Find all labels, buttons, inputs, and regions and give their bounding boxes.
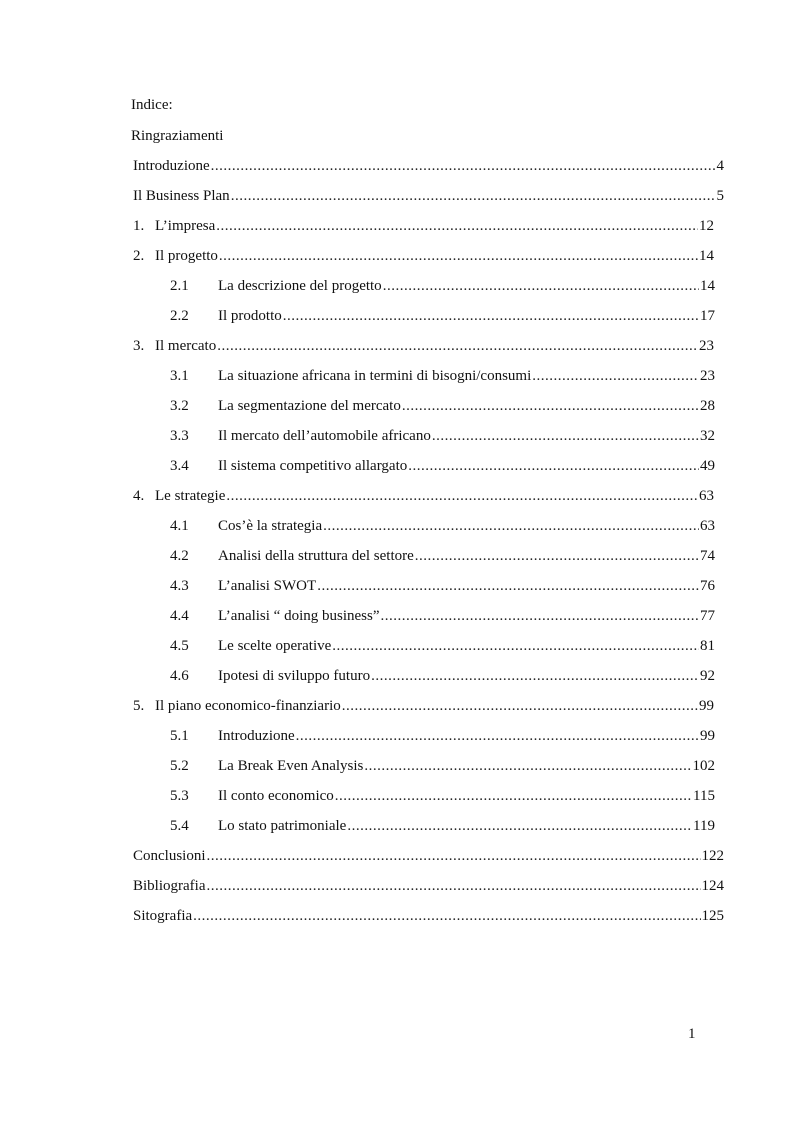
dot-leader: [193, 906, 700, 926]
toc-entry: [170, 516, 715, 536]
toc-entry-number: 4.3: [170, 578, 189, 594]
toc-entry-title: L’analisi SWOT: [218, 578, 317, 594]
dot-leader: [432, 426, 699, 446]
dot-leader: [408, 456, 699, 476]
toc-entry-page: 102: [692, 758, 715, 774]
toc-entry-number: 4.2: [170, 548, 189, 564]
toc-entry-number: 3.1: [170, 368, 189, 384]
toc-entry-title: Il piano economico-finanziario: [155, 698, 341, 714]
toc-entry-title: Il sistema competitivo allargato: [218, 458, 408, 474]
toc-entry-page: 12: [699, 218, 714, 234]
toc-entry-number: 2.2: [170, 308, 189, 324]
dot-leader: [317, 576, 699, 596]
toc-entry-page: 4: [716, 158, 724, 174]
dot-leader: [296, 726, 699, 746]
toc-entry-page: 92: [700, 668, 715, 684]
toc-entry: [133, 336, 714, 356]
toc-entry-page: 119: [693, 818, 715, 834]
dot-leader: [342, 696, 698, 716]
dot-leader: [323, 516, 699, 536]
toc-entry: [170, 726, 715, 746]
toc-entry-title: Le strategie: [155, 488, 226, 504]
toc-entry-title: La situazione africana in termini di bisogni/consumi: [218, 368, 532, 384]
index-heading: Indice:: [131, 97, 173, 113]
toc-entry-number: 2.: [133, 248, 145, 264]
toc-entry-number: 5.: [133, 698, 145, 714]
dot-leader: [226, 486, 698, 506]
toc-entry-number: 5.2: [170, 758, 189, 774]
toc-entry-title: Il mercato dell’automobile africano: [218, 428, 431, 444]
acknowledgements-heading: Ringraziamenti: [131, 128, 224, 144]
toc-entry-page: 49: [700, 458, 715, 474]
toc-entry-page: 122: [701, 848, 724, 864]
toc-entry-title: L’impresa: [155, 218, 216, 234]
dot-leader: [216, 216, 698, 236]
toc-entry: [170, 576, 715, 596]
toc-entry: [133, 216, 714, 236]
dot-leader: [283, 306, 699, 326]
dot-leader: [402, 396, 699, 416]
toc-entry-title: Introduzione: [218, 728, 295, 744]
toc-entry: [170, 816, 715, 836]
toc-entry: [133, 156, 724, 176]
toc-entry-page: 63: [699, 488, 714, 504]
toc-entry: [170, 786, 715, 806]
toc-entry-page: 23: [699, 338, 714, 354]
toc-entry-title: Analisi della struttura del settore: [218, 548, 414, 564]
toc-entry: [133, 246, 714, 266]
toc-entry: [170, 306, 715, 326]
toc-entry-title: La segmentazione del mercato: [218, 398, 401, 414]
toc-entry-title: Il progetto: [155, 248, 218, 264]
toc-entry-page: 74: [700, 548, 715, 564]
toc-entry-page: 99: [700, 728, 715, 744]
dot-leader: [231, 186, 716, 206]
dot-leader: [207, 846, 701, 866]
toc-entry-number: 4.: [133, 488, 145, 504]
toc-entry-number: 4.1: [170, 518, 189, 534]
toc-entry-number: 5.3: [170, 788, 189, 804]
toc-entry-page: 63: [700, 518, 715, 534]
toc-entry-page: 115: [693, 788, 715, 804]
toc-entry-number: 2.1: [170, 278, 189, 294]
toc-entry-title: La Break Even Analysis: [218, 758, 364, 774]
dot-leader: [217, 336, 698, 356]
toc-entry: [133, 846, 724, 866]
toc-entry-page: 77: [700, 608, 715, 624]
dot-leader: [415, 546, 699, 566]
dot-leader: [383, 276, 699, 296]
toc-entry-page: 28: [700, 398, 715, 414]
toc-entry: [170, 636, 715, 656]
toc-entry-title: Introduzione: [133, 158, 210, 174]
toc-entry: [170, 666, 715, 686]
dot-leader: [347, 816, 692, 836]
toc-entry-title: Il mercato: [155, 338, 217, 354]
page-number: 1: [688, 1026, 696, 1042]
toc-entry-number: 5.1: [170, 728, 189, 744]
toc-entry-page: 23: [700, 368, 715, 384]
toc-entry-title: Lo stato patrimoniale: [218, 818, 347, 834]
toc-entry-number: 5.4: [170, 818, 189, 834]
toc-entry-title: Sitografia: [133, 908, 193, 924]
toc-entry: [133, 696, 714, 716]
dot-leader: [211, 156, 716, 176]
toc-entry-title: La descrizione del progetto: [218, 278, 382, 294]
toc-entry-number: 4.4: [170, 608, 189, 624]
toc-entry-title: L’analisi “ doing business”: [218, 608, 380, 624]
toc-entry-page: 125: [701, 908, 724, 924]
toc-entry-number: 3.2: [170, 398, 189, 414]
dot-leader: [364, 756, 691, 776]
toc-entry: [170, 426, 715, 446]
toc-entry: [170, 276, 715, 296]
dot-leader: [532, 366, 699, 386]
toc-entry-number: 4.5: [170, 638, 189, 654]
toc-entry: [170, 606, 715, 626]
toc-entry: [133, 186, 724, 206]
toc-entry-number: 3.: [133, 338, 145, 354]
toc-entry-number: 1.: [133, 218, 145, 234]
toc-entry-page: 81: [700, 638, 715, 654]
toc-entry-page: 76: [700, 578, 715, 594]
toc-entry-page: 14: [699, 248, 714, 264]
toc-entry: [170, 366, 715, 386]
toc-entry: [170, 756, 715, 776]
dot-leader: [335, 786, 692, 806]
toc-entry-title: Conclusioni: [133, 848, 206, 864]
toc-entry-number: 3.4: [170, 458, 189, 474]
toc-entry: [170, 396, 715, 416]
toc-entry-page: 5: [716, 188, 724, 204]
toc-entry: [133, 486, 714, 506]
toc-entry-title: Bibliografia: [133, 878, 206, 894]
toc-entry-page: 124: [701, 878, 724, 894]
toc-entry-number: 3.3: [170, 428, 189, 444]
toc-entry: [133, 876, 724, 896]
toc-entry-number: 4.6: [170, 668, 189, 684]
toc-entry-page: 14: [700, 278, 715, 294]
toc-entry: [133, 906, 724, 926]
toc-entry-title: Il Business Plan: [133, 188, 230, 204]
dot-leader: [219, 246, 698, 266]
toc-entry-title: Le scelte operative: [218, 638, 332, 654]
dot-leader: [332, 636, 699, 656]
toc-entry: [170, 456, 715, 476]
toc-entry-title: Ipotesi di sviluppo futuro: [218, 668, 371, 684]
toc-entry-page: 32: [700, 428, 715, 444]
toc-entry-page: 17: [700, 308, 715, 324]
dot-leader: [206, 876, 700, 896]
dot-leader: [381, 606, 699, 626]
toc-entry-title: Il prodotto: [218, 308, 282, 324]
dot-leader: [371, 666, 699, 686]
toc-entry-page: 99: [699, 698, 714, 714]
toc-entry-title: Il conto economico: [218, 788, 334, 804]
toc-entry-title: Cos’è la strategia: [218, 518, 323, 534]
toc-entry: [170, 546, 715, 566]
